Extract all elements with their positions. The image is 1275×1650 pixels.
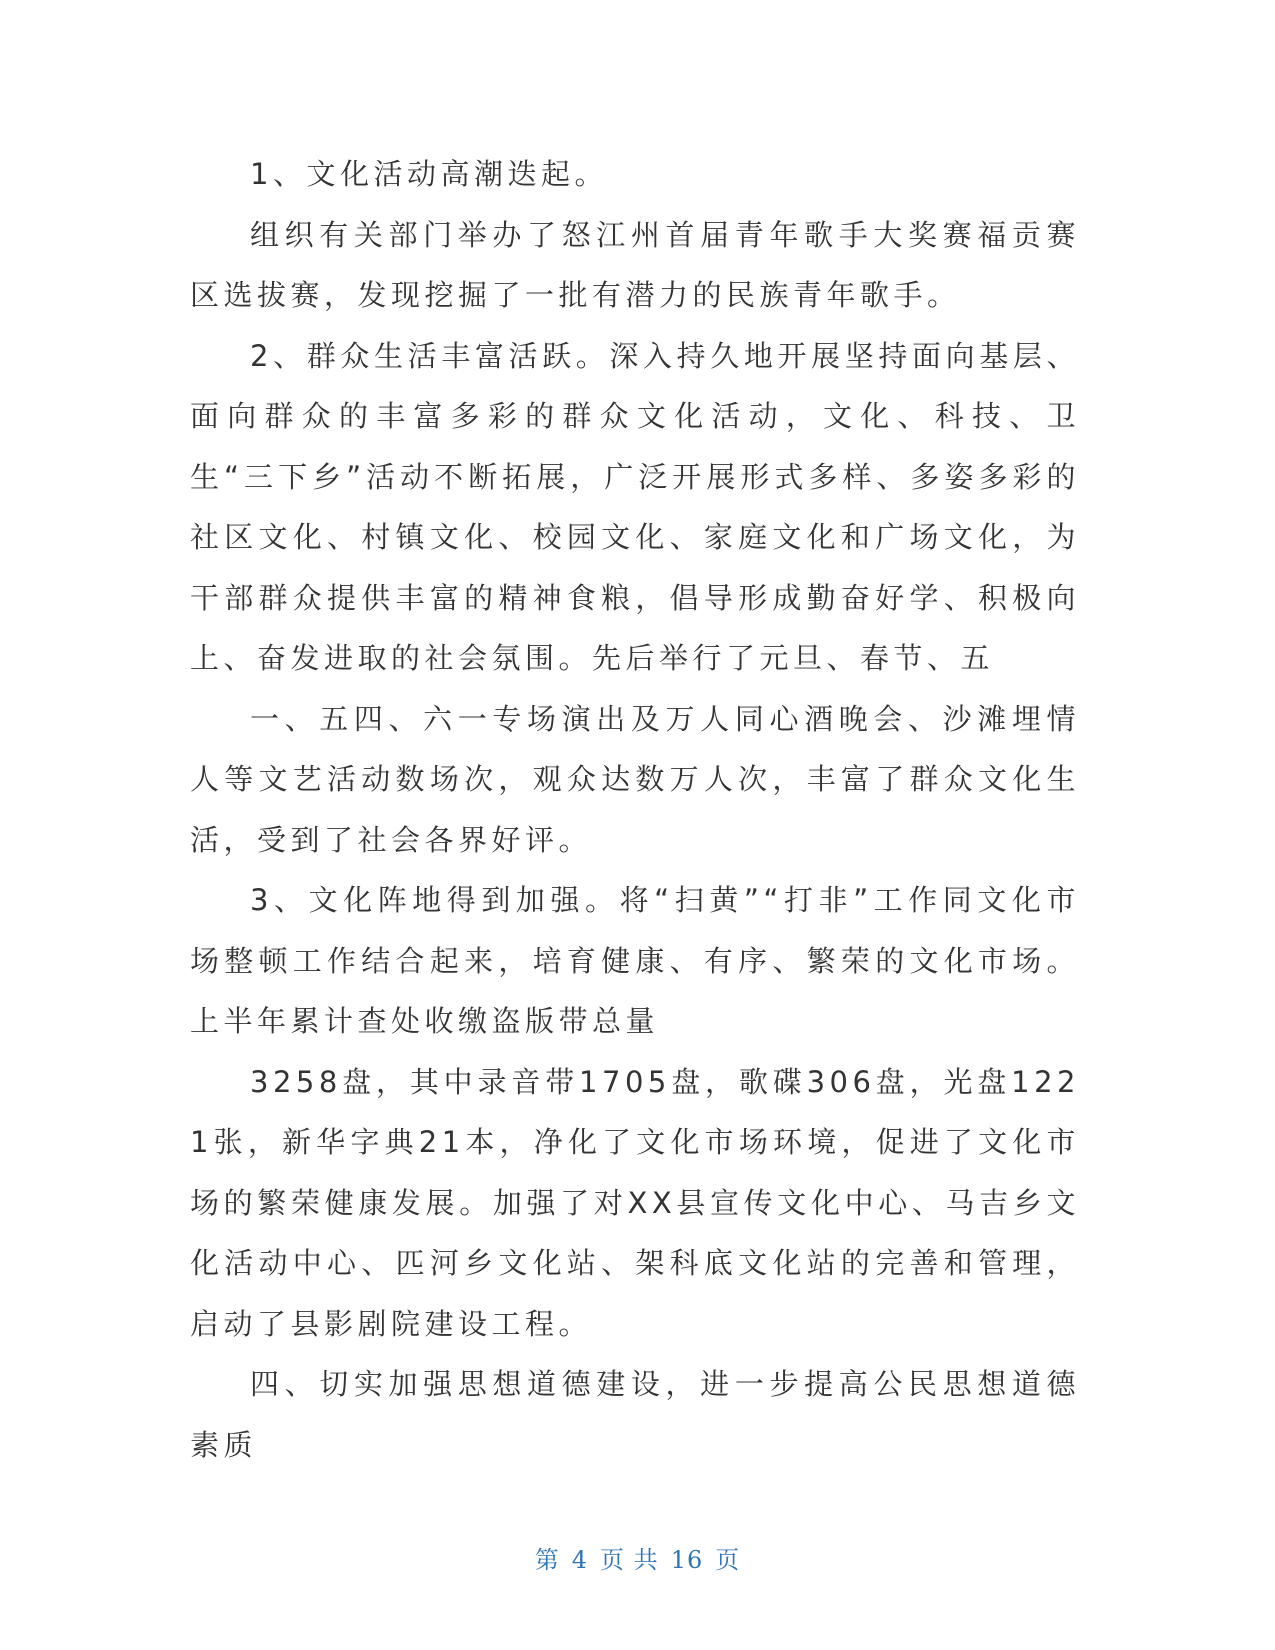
footer-mid: 页 共 (600, 1546, 659, 1574)
footer-suffix: 页 (715, 1546, 741, 1574)
page-footer (0, 1540, 1275, 1575)
paragraph-1: 1、文化活动高潮迭起。 (250, 157, 608, 191)
paragraph-2: 组织有关部门举办了怒江州首届青年歌手大奖赛福贡赛区选拔赛，发现挖掘了一批有潜力的民族青年歌手。 (190, 217, 1080, 312)
paragraph-7: 四、切实加强思想道德建设，进一步提高公民思想道德素质 (190, 1367, 1080, 1462)
paragraph-5: 3、文化阵地得到加强。将“扫黄”“打非”工作同文化市场整顿工作结合起来，培育健康、有序、繁荣的文化市场。上半年累计查处收缴盗版带总量 (190, 883, 1080, 1038)
current-page-number: 4 (571, 1546, 589, 1574)
total-pages-number: 16 (670, 1546, 704, 1574)
paragraph-3: 2、群众生活丰富活跃。深入持久地开展坚持面向基层、面向群众的丰富多彩的群众文化活动，文化、科技、卫生“三下乡”活动不断拓展，广泛开展形式多样、多姿多彩的社区文化、村镇文化、校园文化、家庭文化和广场文化，为干部群众提供丰富的精神食粮，倡导形成勤奋好学、积极向上、奋发进取的社会氛围。先后举行了元旦、春节、五 (190, 338, 1080, 675)
paragraph-6: 3258盘，其中录音带1705盘，歌碟306盘，光盘1221张，新华字典21本，净化了文化市场环境，促进了文化市场的繁荣健康发展。加强了对XX县宣传文化中心、马吉乡文化活动中心、匹河乡文化站、架科底文化站的完善和管理，启动了县影剧院建设工程。 (190, 1064, 1080, 1341)
paragraph-4: 一、五四、六一专场演出及万人同心酒晚会、沙滩埋情人等文艺活动数场次，观众达数万人次，丰富了群众文化生活，受到了社会各界好评。 (190, 701, 1080, 857)
document-body (190, 144, 1080, 1475)
footer-prefix: 第 (534, 1546, 560, 1574)
